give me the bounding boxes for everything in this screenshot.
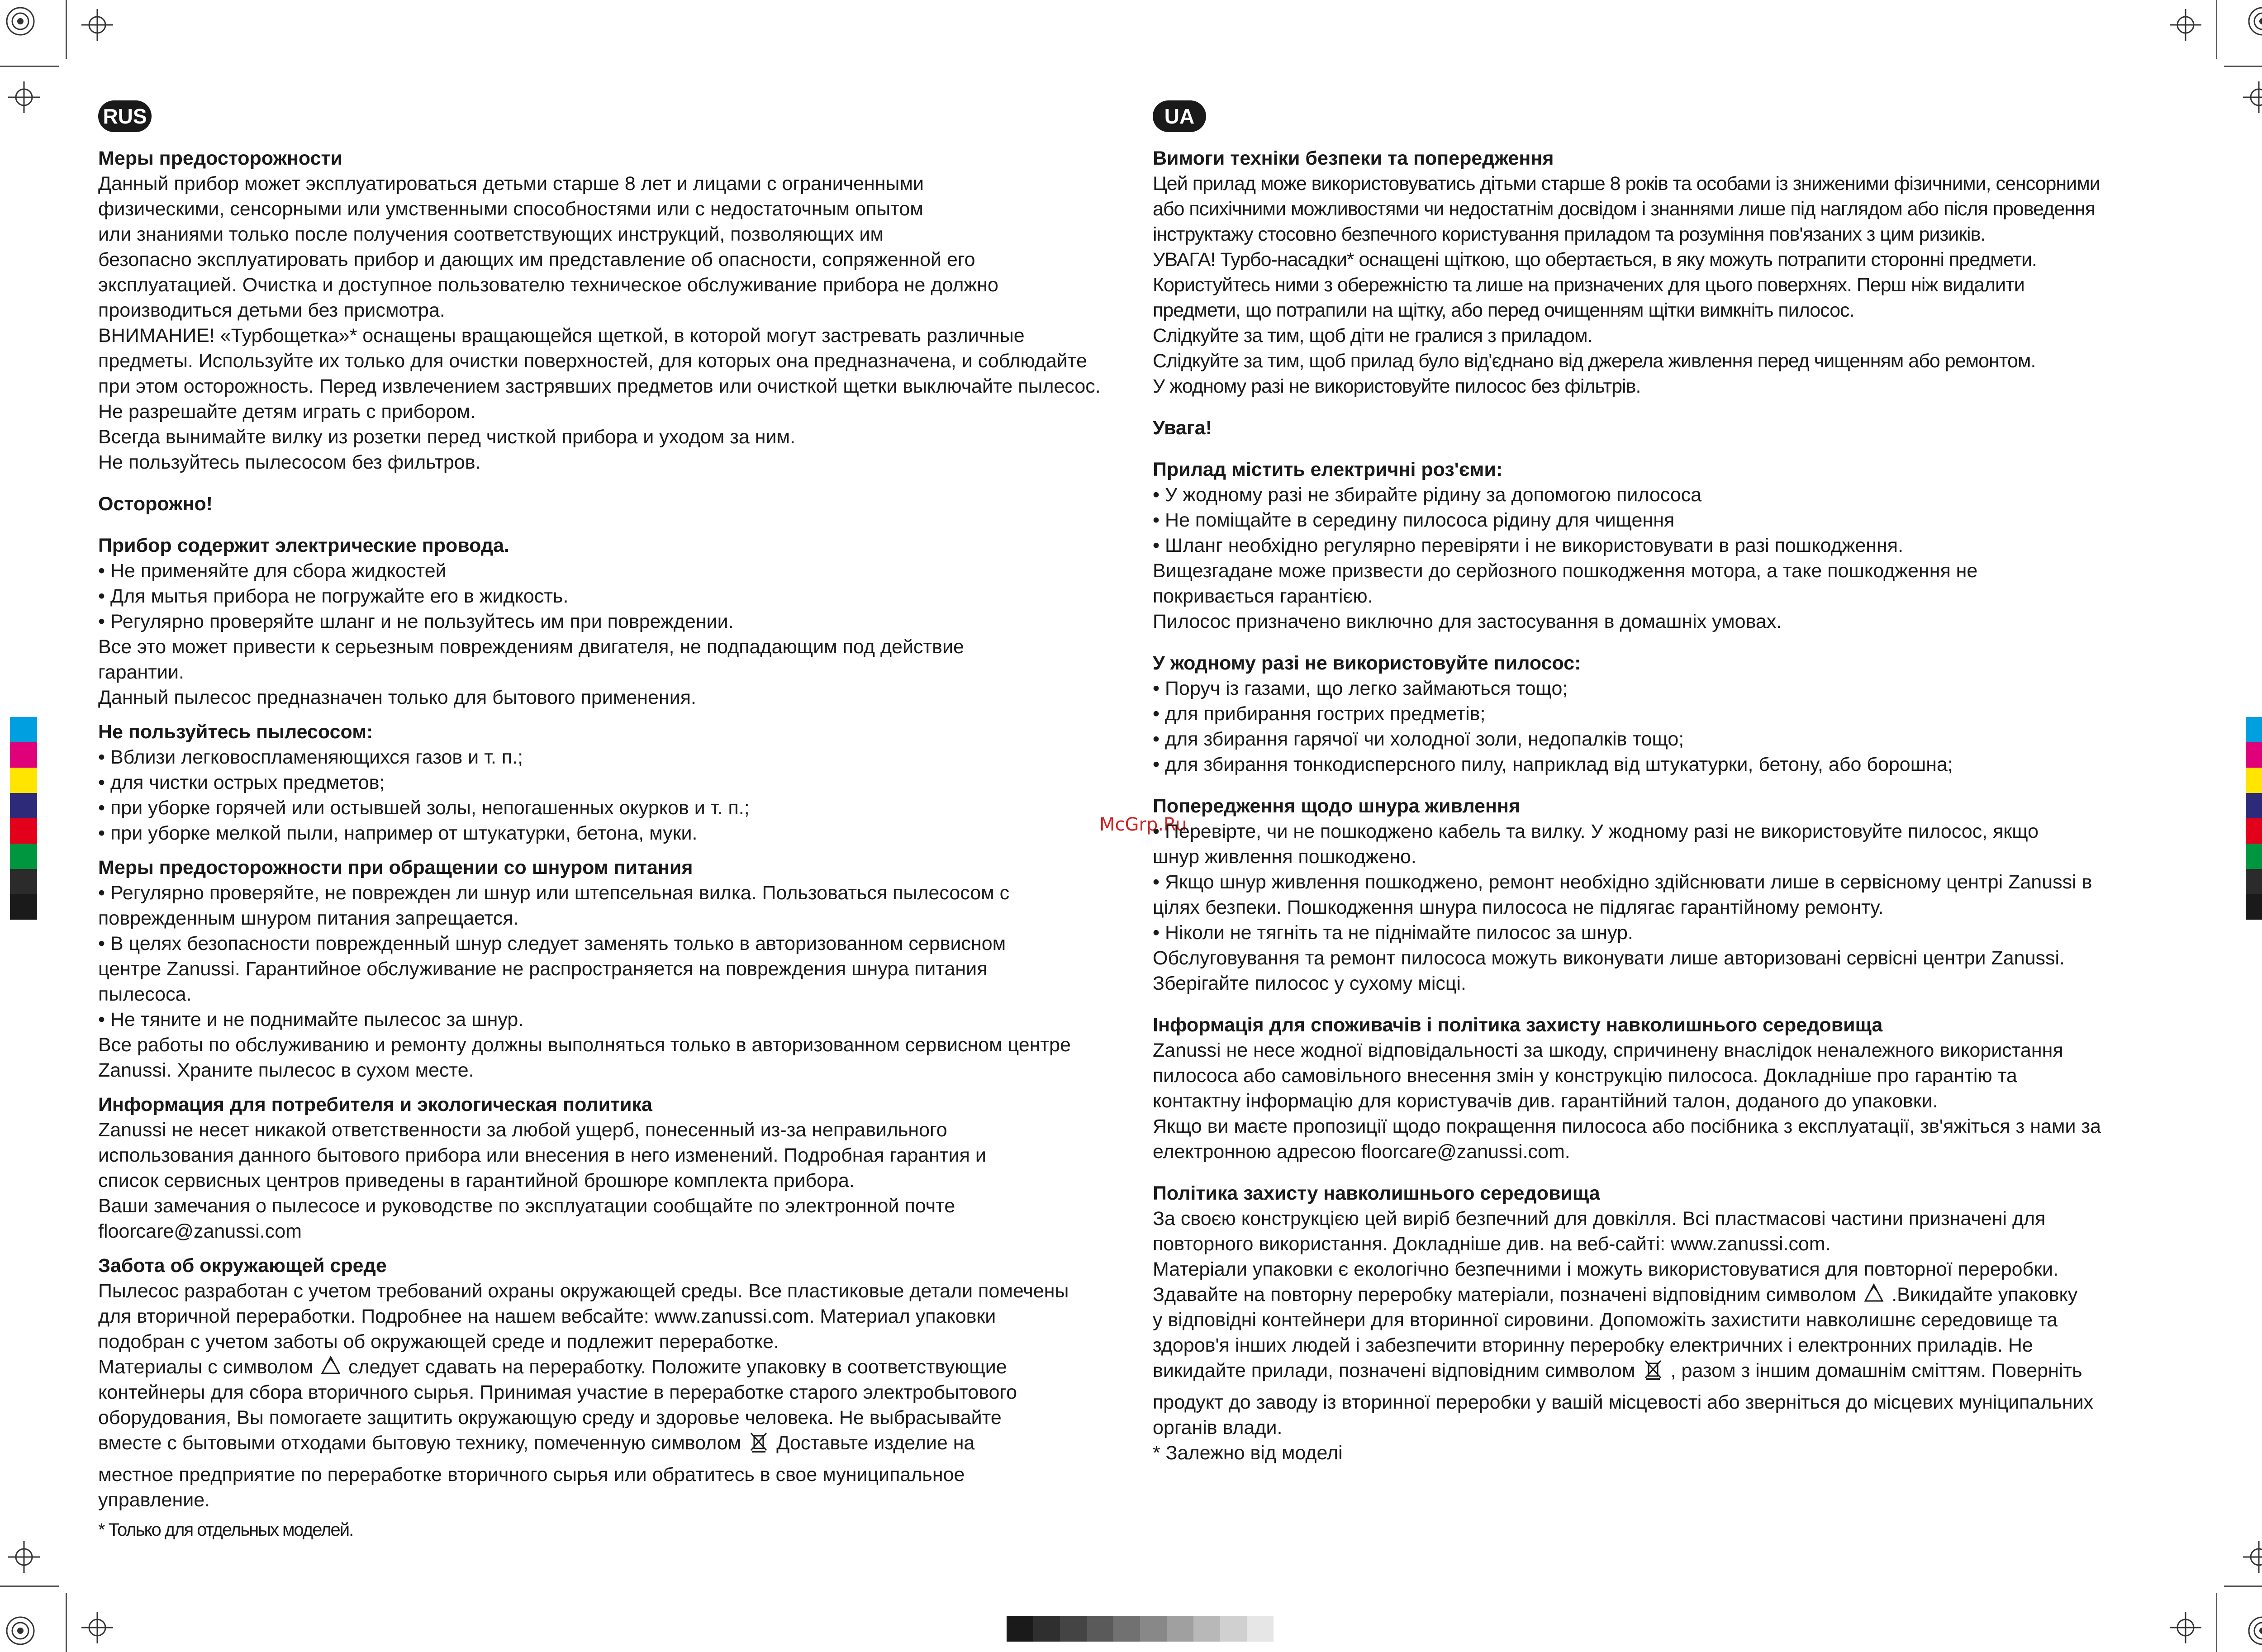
- registration-mark-icon: [2247, 5, 2262, 37]
- text-line: Пилосос призначено виключно для застосування в домашніх умовах.: [1153, 611, 1782, 632]
- color-swatch: [10, 717, 37, 742]
- text-line: производиться детьми без присмотра.: [98, 299, 445, 321]
- crosshair-mark-icon: [8, 81, 40, 113]
- crosshair-mark-icon: [2243, 81, 2262, 113]
- text-line: • для збирання гарячої чи холодної золи, недопалків тощо;: [1153, 728, 1684, 750]
- crosshair-mark-icon: [2170, 9, 2201, 41]
- text-line: при этом осторожность. Перед извлечением застрявших предметов или очисткой щетки выключайте пылесос.: [98, 375, 1101, 397]
- text-line: Обслуговування та ремонт пилососа можуть виконувати лише авторизовані сервісні центри Zanussi.: [1153, 947, 2065, 969]
- column-rus: [98, 100, 1125, 1543]
- text-line: поврежденным шнуром питания запрещается.: [98, 907, 519, 929]
- recycle-icon: [318, 1355, 344, 1377]
- recycle-icon: [1861, 1283, 1887, 1305]
- gray-swatch: [1247, 1616, 1274, 1642]
- text-line: • для збирання тонкодисперсного пилу, наприклад від штукатурки, бетону, або борошна;: [1153, 754, 1953, 775]
- text-line: Якщо ви маєте пропозиції щодо покращення пилососа або посібника з експлуатації, зв'яжіться з нами за: [1153, 1116, 2101, 1137]
- color-swatch: [10, 742, 37, 768]
- section-heading: Вимоги техніки безпеки та попередження: [1153, 147, 1554, 169]
- trim-mark: [2216, 1593, 2217, 1652]
- gray-swatch: [1033, 1616, 1060, 1642]
- trim-mark: [0, 1586, 59, 1587]
- text-line: управление.: [98, 1489, 210, 1511]
- color-swatch: [10, 768, 37, 793]
- text-line: • Не тяните и не поднимайте пылесос за шнур.: [98, 1009, 524, 1030]
- section-heading: Не пользуйтесь пылесосом:: [98, 721, 373, 743]
- text-line: Користуйтесь ними з обережністю та лише на призначених для цього поверхнях. Перш ніж видалити: [1153, 274, 2024, 296]
- crosshair-mark-icon: [2170, 1612, 2201, 1643]
- text-line: Не разрешайте детям играть с прибором.: [98, 401, 476, 422]
- text-line: пылесоса.: [98, 983, 192, 1005]
- trim-mark: [66, 0, 67, 59]
- column-ua: [1153, 100, 2180, 1466]
- section-heading: Забота об окружающей среде: [98, 1255, 387, 1277]
- color-swatch: [2246, 844, 2262, 869]
- section-heading: Увага!: [1153, 417, 1212, 439]
- text-line: • Ніколи не тягніть та не піднімайте пилосос за шнур.: [1153, 922, 1633, 944]
- color-swatch: [2246, 717, 2262, 742]
- paragraph: [1153, 1206, 2180, 1282]
- text-line: контейнеры для сбора вторичного сырья. Принимая участие в переработке старого электробытового: [98, 1381, 1017, 1403]
- registration-mark-icon: [5, 5, 36, 37]
- text-line: • для чистки острых предметов;: [98, 772, 385, 793]
- registration-mark-icon: [2247, 1615, 2262, 1647]
- color-swatch: [2246, 742, 2262, 768]
- section-heading: Осторожно!: [98, 493, 213, 515]
- gray-swatch: [1113, 1616, 1140, 1642]
- text-line: • У жодному разі не збирайте рідину за допомогою пилососа: [1153, 484, 1702, 506]
- gray-swatch: [1060, 1616, 1087, 1642]
- crossed-bin-icon: [1640, 1359, 1666, 1381]
- text-line: цілях безпеки. Пошкодження шнура пилососа не підлягає гарантійному ремонту.: [1153, 897, 1884, 918]
- section-heading: У жодному разі не використовуйте пилосос:: [1153, 652, 1581, 674]
- paragraph: [1153, 1390, 2180, 1440]
- text-line: подобран с учетом заботы об окружающей среде и подлежит переработке.: [98, 1331, 779, 1353]
- text-line: у відповідні контейнери для вторинної сировини. Допоможіть захистити навколишнє середовище та: [1153, 1309, 2058, 1331]
- text-line: електронною адресою floorcare@zanussi.com.: [1153, 1141, 1570, 1163]
- footnote: * Залежно від моделі: [1153, 1442, 1343, 1464]
- section-heading: Меры предосторожности при обращении со шнуром питания: [98, 857, 693, 878]
- paragraph: [98, 1380, 1125, 1430]
- text-line: центре Zanussi. Гарантийное обслуживание не распространяется на повреждения шнура питания: [98, 958, 988, 980]
- section-heading: Прилад містить електричні роз'єми:: [1153, 459, 1503, 480]
- text-line: • Не применяйте для сбора жидкостей: [98, 560, 447, 582]
- section-heading: Інформація для споживачів і політика захисту навколишнього середовища: [1153, 1014, 1883, 1036]
- paragraph: [98, 1462, 1125, 1513]
- text-line: • для прибирання гострих предметів;: [1153, 703, 1486, 725]
- text-line: Zanussi не несе жодної відповідальності за шкоду, спричинену внаслідок неналежного використання: [1153, 1040, 2063, 1061]
- text-line: гарантии.: [98, 661, 184, 683]
- text-line: • Поруч із газами, що легко займаються тощо;: [1153, 678, 1568, 699]
- color-swatch: [2246, 869, 2262, 894]
- text-line: • Вблизи легковоспламеняющихся газов и т. п.;: [98, 746, 523, 768]
- text-line: • Регулярно проверяйте шланг и не пользуйтесь им при повреждении.: [98, 611, 734, 632]
- text-line: або психічними можливостями чи недостатнім досвідом і знаннями лише під наглядом або після проведення: [1153, 198, 2095, 220]
- text-line: здоров'я інших людей і забезпечити вторинну переробку електричних і електронних приладів. Не: [1153, 1334, 2033, 1356]
- paragraph: [1153, 482, 2180, 634]
- text-line: покривається гарантією.: [1153, 585, 1373, 607]
- text-line: ВНИМАНИЕ! «Турбощетка»* оснащены вращающейся щеткой, в которой могут застревать различные: [98, 325, 1025, 347]
- trim-mark: [0, 66, 59, 67]
- text-line: • Не поміщайте в середину пилососа рідину для чищення: [1153, 509, 1675, 531]
- text-line: или знаниями только после получения соответствующих инструкций, позволяющих им: [98, 223, 884, 245]
- text-line: • Якщо шнур живлення пошкоджено, ремонт необхідно здійснювати лише в сервісному центрі Zanussi в: [1153, 871, 2092, 893]
- text-line: За своєю конструкцією цей виріб безпечний для довкілля. Всі пластмасові частини призначені для: [1153, 1208, 2046, 1230]
- watermark: McGrp.Ru: [1099, 814, 1187, 835]
- text-line: Зберігайте пилосос у сухому місці.: [1153, 973, 1466, 994]
- text-line: Пылесос разработан с учетом требований охраны окружающей среды. Все пластиковые детали помечены: [98, 1280, 1069, 1302]
- text-line: повторного використання. Докладніше див. на веб-сайті: www.zanussi.com.: [1153, 1233, 1831, 1255]
- gray-swatch: [1167, 1616, 1193, 1642]
- text-line: УВАГА! Турбо-насадки* оснащені щіткою, що обертається, в яку можуть потрапити сторонні предмети.: [1153, 249, 2037, 271]
- text-line: пилососа або самовільного внесення змін у конструкцію пилососа. Докладніше про гарантію та: [1153, 1065, 2017, 1087]
- paragraph: [98, 1278, 1125, 1354]
- section-heading: Політика захисту навколишнього середовища: [1153, 1182, 1600, 1204]
- text-line: Zanussi. Храните пылесос в сухом месте.: [98, 1059, 474, 1081]
- text-line: предметы. Используйте их только для очистки поверхностей, для которых она предназначена, и соблюдайте: [98, 350, 1087, 372]
- color-bar-left: [10, 717, 37, 920]
- color-swatch: [2246, 768, 2262, 793]
- text-line: • Регулярно проверяйте, не поврежден ли шнур или штепсельная вилка. Пользоваться пылесосом с: [98, 882, 1010, 904]
- trim-mark: [66, 1593, 67, 1652]
- text-line: • Шланг необхідно регулярно перевіряти і не використовувати в разі пошкодження.: [1153, 535, 1904, 556]
- paragraph: [98, 880, 1125, 1083]
- text-line: Данный пылесос предназначен только для бытового применения.: [98, 687, 696, 708]
- language-badge-ua: UA: [1153, 100, 1206, 132]
- text-line: • Перевірте, чи не пошкоджено кабель та вилку. У жодному разі не використовуйте пилосос, якщо: [1153, 821, 2039, 842]
- paragraph: [98, 558, 1125, 710]
- paragraph: [1153, 171, 2180, 399]
- gray-scale-strip: [1007, 1616, 1274, 1642]
- paragraph-line: Здавайте на повторну переробку матеріали, позначені відповідним символом .Викидайте упаковку: [1153, 1284, 2078, 1305]
- paragraph-line: Материалы с символом следует сдавать на переработку. Положите упаковку в соответствующие: [98, 1356, 1007, 1378]
- text-line: Вищезгадане може призвести до серйозного пошкодження мотора, а таке пошкодження не: [1153, 560, 1978, 582]
- text-line: Слідкуйте за тим, щоб діти не гралися з приладом.: [1153, 325, 1592, 347]
- color-swatch: [2246, 818, 2262, 844]
- text-line: Все работы по обслуживанию и ремонту должны выполняться только в авторизованном сервисном центре: [98, 1034, 1071, 1056]
- language-badge-rus: RUS: [98, 100, 152, 132]
- registration-mark-icon: [5, 1615, 36, 1647]
- text-line: • при уборке горячей или остывшей золы, непогашенных окурков и т. п.;: [98, 797, 750, 819]
- text-line: шнур живлення пошкоджено.: [1153, 846, 1416, 868]
- text-line: продукт до заводу із вторинної переробки у вашій місцевості або зверніться до місцевих муніципальних: [1153, 1391, 2094, 1413]
- paragraph: [1153, 676, 2180, 777]
- text-line: эксплуатацией. Очистка и доступное пользователю техническое обслуживание прибора не должно: [98, 274, 998, 296]
- crosshair-mark-icon: [8, 1541, 40, 1573]
- color-bar-right: [2246, 717, 2262, 920]
- text-line: Не пользуйтесь пылесосом без фильтров.: [98, 451, 481, 473]
- section-heading: Прибор содержит электрические провода.: [98, 535, 509, 556]
- section-heading: Попередження щодо шнура живлення: [1153, 795, 1521, 817]
- text-line: Ваши замечания о пылесосе и руководстве по эксплуатации сообщайте по электронной почте: [98, 1195, 955, 1217]
- text-line: • В целях безопасности поврежденный шнур следует заменять только в авторизованном сервисном: [98, 933, 1006, 954]
- text-line: Цей прилад може використовуватись дітьми старше 8 років та особами із зниженими фізичними, сенсорними: [1153, 173, 2100, 195]
- trim-mark: [2224, 1586, 2262, 1587]
- text-line: • при уборке мелкой пыли, например от штукатурки, бетона, муки.: [98, 822, 698, 844]
- text-line: Данный прибор может эксплуатироваться детьми старше 8 лет и лицами с ограниченными: [98, 173, 924, 195]
- color-swatch: [10, 793, 37, 818]
- text-line: безопасно эксплуатировать прибор и дающих им представление об опасности, сопряженной его: [98, 249, 975, 271]
- crosshair-mark-icon: [2243, 1541, 2262, 1573]
- section-heading: Информация для потребителя и экологическая политика: [98, 1094, 652, 1116]
- paragraph: [1153, 1038, 2180, 1164]
- section-heading: Меры предосторожности: [98, 147, 343, 169]
- text-line: інструктажу стосовно безпечного користування приладом та розуміння пов'язаних з цим ризиків.: [1153, 223, 1986, 245]
- crosshair-mark-icon: [81, 1612, 113, 1643]
- color-swatch: [10, 869, 37, 894]
- text-line: физическими, сенсорными или умственными способностями или с недостаточным опытом: [98, 198, 923, 220]
- crosshair-mark-icon: [81, 9, 113, 41]
- text-line: органів влади.: [1153, 1417, 1283, 1438]
- text-line: предмети, що потрапили на щітку, або перед очищенням щітки вимкніть пилосос.: [1153, 299, 1854, 321]
- trim-mark: [2216, 0, 2217, 59]
- paragraph: [1153, 1307, 2180, 1358]
- color-swatch: [10, 844, 37, 869]
- color-swatch: [10, 818, 37, 844]
- text-line: оборудования, Вы помогаете защитить окружающую среду и здоровье человека. Не выбрасывайте: [98, 1407, 1002, 1429]
- text-line: список сервисных центров приведены в гарантийной брошюре комплекта прибора.: [98, 1170, 855, 1192]
- text-line: Все это может привести к серьезным повреждениям двигателя, не подпадающим под действие: [98, 636, 964, 658]
- gray-swatch: [1140, 1616, 1167, 1642]
- paragraph: [98, 171, 1125, 475]
- gray-swatch: [1087, 1616, 1113, 1642]
- text-line: местное предприятие по переработке вторичного сырья или обратитесь в свое муниципальное: [98, 1464, 965, 1486]
- color-swatch: [2246, 894, 2262, 920]
- paragraph: [98, 745, 1125, 846]
- text-line: floorcare@zanussi.com: [98, 1220, 302, 1242]
- gray-swatch: [1007, 1616, 1033, 1642]
- text-line: У жодному разі не використовуйте пилосос без фільтрів.: [1153, 375, 1641, 397]
- paragraph-line: викидайте прилади, позначені відповідним символом , разом з іншим домашнім сміттям. Поверніть: [1153, 1360, 2082, 1381]
- text-line: Слідкуйте за тим, щоб прилад було від'єднано від джерела живлення перед чищенням або ремонтом.: [1153, 350, 2036, 372]
- paragraph: [98, 1117, 1125, 1244]
- footnote: * Только для отдельных моделей.: [98, 1520, 353, 1540]
- text-line: Всегда вынимайте вилку из розетки перед чисткой прибора и уходом за ним.: [98, 426, 796, 448]
- trim-mark: [2224, 66, 2262, 67]
- text-line: использования данного бытового прибора или внесения в него изменений. Подробная гарантия и: [98, 1144, 986, 1166]
- color-swatch: [2246, 793, 2262, 818]
- gray-swatch: [1220, 1616, 1247, 1642]
- text-line: Матеріали упаковки є екологічно безпечними і можуть використовуватися для повторної переробки.: [1153, 1258, 2058, 1280]
- paragraph: [1153, 819, 2180, 996]
- color-swatch: [10, 894, 37, 920]
- gray-swatch: [1193, 1616, 1220, 1642]
- text-line: для вторичной переработки. Подробнее на нашем вебсайте: www.zanussi.com. Материал упаковки: [98, 1305, 996, 1327]
- crossed-bin-icon: [746, 1431, 772, 1453]
- text-line: Zanussi не несет никакой ответственности за любой ущерб, понесенный из-за неправильного: [98, 1119, 947, 1141]
- text-line: • Для мытья прибора не погружайте его в жидкость.: [98, 585, 569, 607]
- text-line: контактну інформацію для користувачів див. гарантійний талон, доданого до упаковки.: [1153, 1090, 1938, 1112]
- paragraph-line: вместе с бытовыми отходами бытовую технику, помеченную символом Доставьте изделие на: [98, 1432, 975, 1454]
